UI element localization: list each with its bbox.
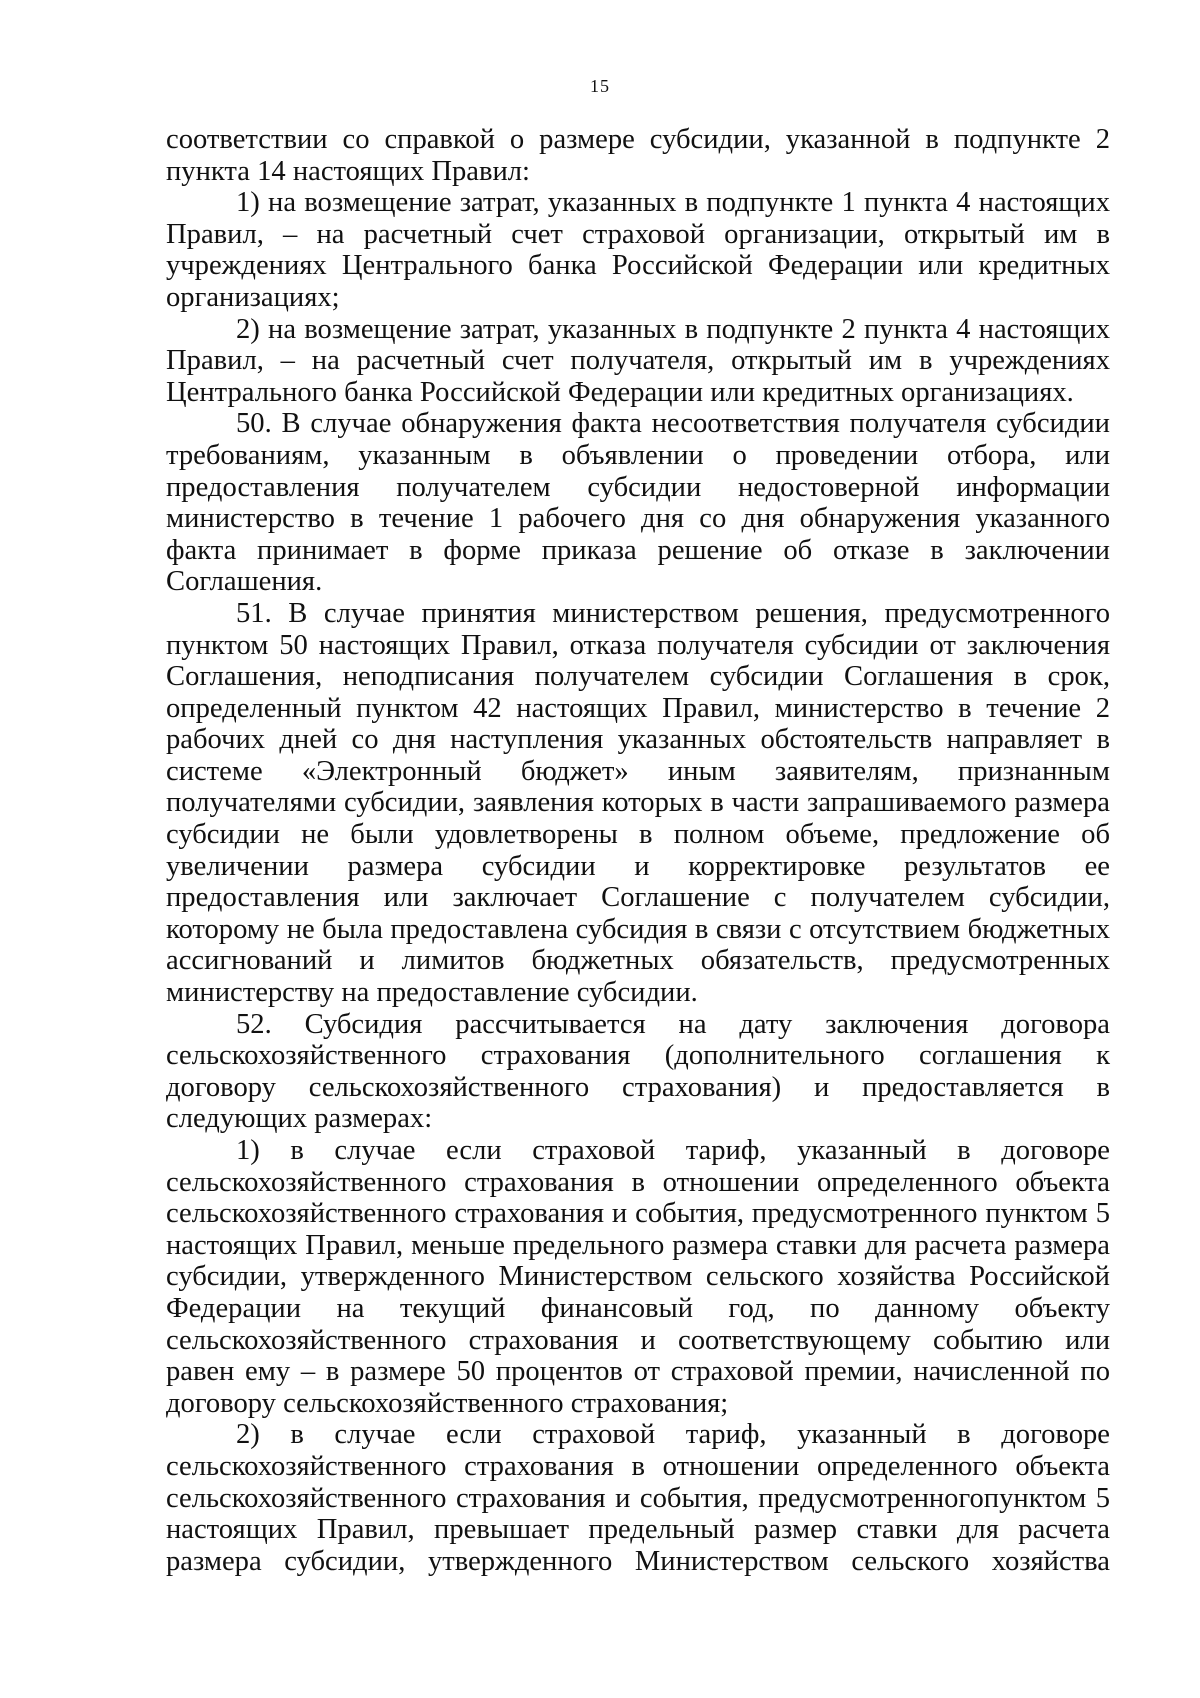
paragraph-subitem-2: 2) на возмещение затрат, указанных в подпункте 2 пункта 4 настоящих Правил, – на расчетный счет получателя, открытый им в учреждениях Центрального банка Российской Федерации или кредитных организациях. bbox=[166, 313, 1110, 408]
paragraph-clause-52-subitem-2: 2) в случае если страховой тариф, указанный в договоре сельскохозяйственного страхования в отношении определенного объекта сельскохозяйственного страхования и события, предусмотренногопунктом 5 настоящих Правил, превышает предельный размер ставки для расчета размера субсидии, утвержденного Министерством сельского хозяйства bbox=[166, 1419, 1110, 1577]
paragraph-clause-52: 52. Субсидия рассчитывается на дату заключения договора сельскохозяйственного страхования (дополнительного соглашения к договору сельскохозяйственного страхования) и предоставляется в следующих размерах: bbox=[166, 1008, 1110, 1135]
paragraph-clause-51: 51. В случае принятия министерством решения, предусмотренного пунктом 50 настоящих Правил, отказа получателя субсидии от заключения Соглашения, неподписания получателем субсидии Соглашения в срок, определенный пунктом 42 настоящих Правил, министерство в течение 2 рабочих дней со дня наступления указанных обстоятельств направляет в системе «Электронный бюджет» иным заявителям, признанным получателями субсидии, заявления которых в части запрашиваемого размера субсидии не были удовлетворены в полном объеме, предложение об увеличении размера субсидии и корректировке результатов ее предоставления или заключает Соглашение с получателем субсидии, которому не была предоставлена субсидия в связи с отсутствием бюджетных ассигнований и лимитов бюджетных обязательств, предусмотренных министерству на предоставление субсидии. bbox=[166, 597, 1110, 1009]
document-body bbox=[166, 124, 1110, 1577]
page-number: 15 bbox=[590, 76, 610, 96]
paragraph-clause-50: 50. В случае обнаружения факта несоответствия получателя субсидии требованиям, указанным в объявлении о проведении отбора, или предоставления получателем субсидии недостоверной информации министерство в течение 1 рабочего дня со дня обнаружения указанного факта принимает в форме приказа решение об отказе в заключении Соглашения. bbox=[166, 408, 1110, 598]
paragraph-continuation: соответствии со справкой о размере субсидии, указанной в подпункте 2 пункта 14 настоящих Правил: bbox=[166, 124, 1110, 187]
paragraph-subitem-1: 1) на возмещение затрат, указанных в подпункте 1 пункта 4 настоящих Правил, – на расчетный счет страховой организации, открытый им в учреждениях Центрального банка Российской Федерации или кредитных организациях; bbox=[166, 187, 1110, 313]
paragraph-clause-52-subitem-1: 1) в случае если страховой тариф, указанный в договоре сельскохозяйственного страхования в отношении определенного объекта сельскохозяйственного страхования и события, предусмотренного пунктом 5 настоящих Правил, меньше предельного размера ставки для расчета размера субсидии, утвержденного Министерством сельского хозяйства Российской Федерации на текущий финансовый год, по данному объекту сельскохозяйственного страхования и соответствующему событию или равен ему – в размере 50 процентов от страховой премии, начисленной по договору сельскохозяйственного страхования; bbox=[166, 1135, 1110, 1419]
